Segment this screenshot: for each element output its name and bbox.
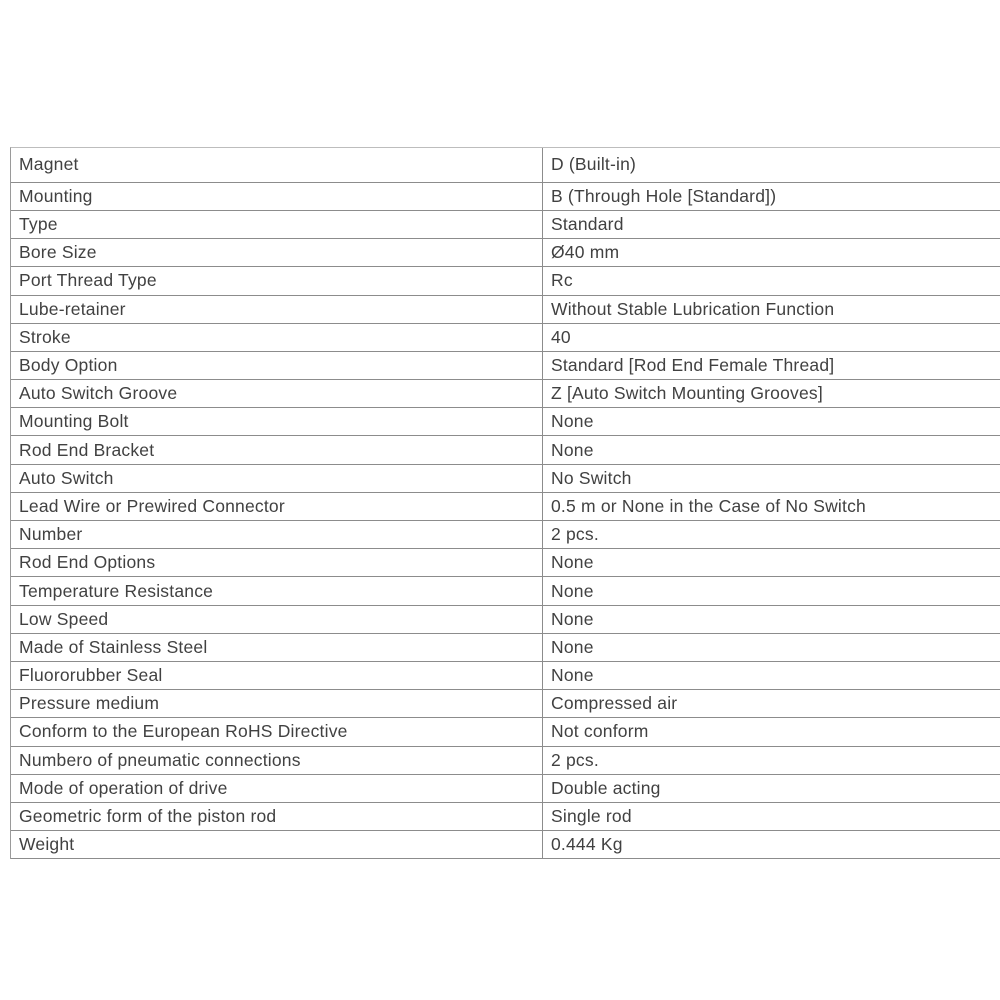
spec-value-cell: Single rod — [542, 803, 1000, 830]
spec-value-cell: 40 — [542, 324, 1000, 351]
spec-label-cell: Body Option — [19, 355, 118, 376]
spec-value-cell: Without Stable Lubrication Function — [542, 296, 1000, 323]
spec-label-cell: Magnet — [19, 154, 79, 175]
spec-table-row — [11, 239, 1000, 267]
spec-value-cell: B (Through Hole [Standard]) — [542, 183, 1000, 210]
spec-value-cell: Compressed air — [542, 690, 1000, 717]
spec-value-cell: Z [Auto Switch Mounting Grooves] — [542, 380, 1000, 407]
spec-table-row — [11, 606, 1000, 634]
spec-value-cell: Rc — [542, 267, 1000, 294]
spec-value-cell: Standard — [542, 211, 1000, 238]
spec-value-cell: Ø40 mm — [542, 239, 1000, 266]
spec-value-cell: 2 pcs. — [542, 747, 1000, 774]
spec-label-cell: Made of Stainless Steel — [19, 636, 208, 657]
spec-label-cell: Conform to the European RoHS Directive — [19, 721, 348, 742]
spec-value-cell: None — [542, 436, 1000, 463]
spec-value-cell: No Switch — [542, 465, 1000, 492]
spec-value-cell: None — [542, 549, 1000, 576]
spec-table-row — [11, 577, 1000, 605]
spec-value-cell: 2 pcs. — [542, 521, 1000, 548]
spec-label-cell: Numbero of pneumatic connections — [19, 749, 301, 770]
spec-value-cell: None — [542, 577, 1000, 604]
spec-table-row — [11, 324, 1000, 352]
spec-label-cell: Stroke — [19, 326, 71, 347]
spec-table-row — [11, 549, 1000, 577]
spec-value-cell: Not conform — [542, 718, 1000, 745]
spec-table-row — [11, 296, 1000, 324]
spec-table-row — [11, 718, 1000, 746]
spec-label-cell: Geometric form of the piston rod — [19, 806, 277, 827]
spec-label-cell: Auto Switch — [19, 467, 114, 488]
spec-label-cell: Mounting Bolt — [19, 411, 129, 432]
spec-label-cell: Mounting — [19, 185, 93, 206]
spec-value-cell: Standard [Rod End Female Thread] — [542, 352, 1000, 379]
spec-value-cell: None — [542, 662, 1000, 689]
spec-label-cell: Auto Switch Groove — [19, 383, 178, 404]
spec-table-row — [11, 775, 1000, 803]
spec-value-cell: D (Built-in) — [542, 148, 1000, 182]
spec-table-row — [11, 521, 1000, 549]
spec-label-cell: Pressure medium — [19, 693, 160, 714]
spec-table-row — [11, 436, 1000, 464]
spec-label-cell: Type — [19, 214, 58, 235]
spec-value-cell: 0.5 m or None in the Case of No Switch — [542, 493, 1000, 520]
spec-value-cell: 0.444 Kg — [542, 831, 1000, 858]
spec-label-cell: Lead Wire or Prewired Connector — [19, 495, 285, 516]
spec-label-cell: Mode of operation of drive — [19, 777, 228, 798]
spec-table-row — [11, 211, 1000, 239]
spec-table-row — [11, 380, 1000, 408]
spec-table-row — [11, 662, 1000, 690]
spec-table-row — [11, 183, 1000, 211]
spec-label-cell: Port Thread Type — [19, 270, 157, 291]
spec-table-row — [11, 408, 1000, 436]
spec-label-cell: Bore Size — [19, 242, 97, 263]
spec-table-row — [11, 493, 1000, 521]
spec-label-cell: Temperature Resistance — [19, 580, 214, 601]
spec-table-row — [11, 352, 1000, 380]
spec-table-row — [11, 148, 1000, 183]
spec-label-cell: Weight — [19, 834, 75, 855]
spec-table — [10, 147, 1000, 859]
spec-table-row — [11, 747, 1000, 775]
spec-table-row — [11, 831, 1000, 859]
spec-table-row — [11, 465, 1000, 493]
spec-value-cell: None — [542, 634, 1000, 661]
spec-label-cell: Low Speed — [19, 608, 109, 629]
spec-value-cell: None — [542, 606, 1000, 633]
spec-value-cell: None — [542, 408, 1000, 435]
spec-label-cell: Rod End Bracket — [19, 439, 155, 460]
spec-table-row — [11, 803, 1000, 831]
spec-table-row — [11, 267, 1000, 295]
spec-value-cell: Double acting — [542, 775, 1000, 802]
spec-label-cell: Number — [19, 524, 83, 545]
spec-label-cell: Rod End Options — [19, 552, 156, 573]
spec-label-cell: Fluororubber Seal — [19, 665, 163, 686]
spec-table-row — [11, 690, 1000, 718]
spec-table-row — [11, 634, 1000, 662]
spec-label-cell: Lube-retainer — [19, 298, 126, 319]
